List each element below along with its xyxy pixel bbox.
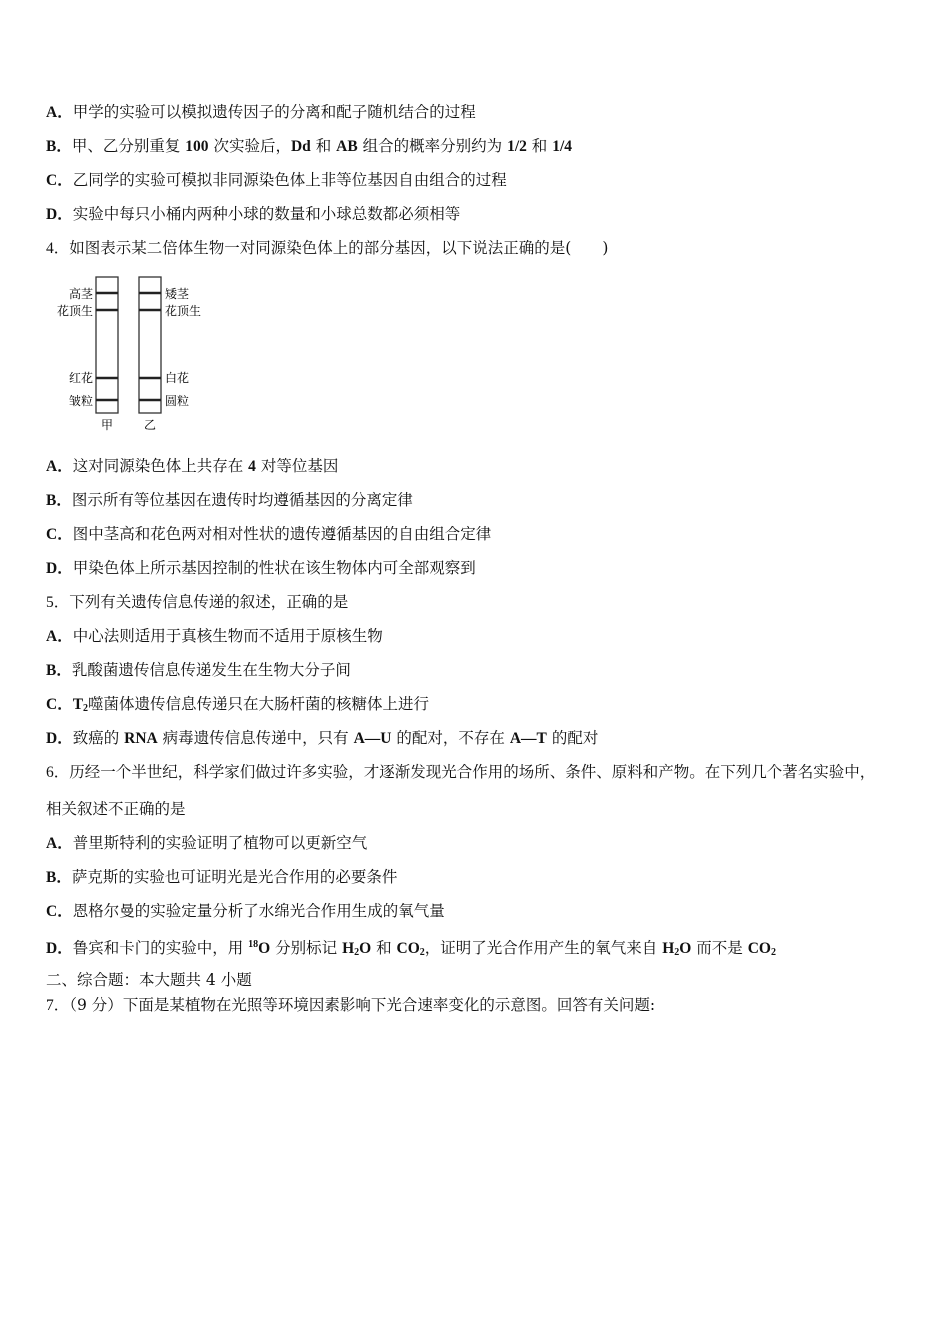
q6-option-b: B．萨克斯的实验也可证明光是光合作用的必要条件 [46,868,398,886]
q5-option-b: B．乳酸菌遗传信息传递发生在生物大分子间 [46,661,351,679]
q4-option-d: D．甲染色体上所示基因控制的性状在该生物体内可全部观察到 [46,559,476,577]
label-right-3: 白花 [165,371,190,385]
q4-stem: 4．如图表示某二倍体生物一对同源染色体上的部分基因，以下说法正确的是( ) [46,239,609,257]
q6-option-c: C．恩格尔曼的实验定量分析了水绵光合作用生成的氧气量 [46,902,445,920]
q3-option-c: C．乙同学的实验可模拟非同源染色体上非等位基因自由组合的过程 [46,171,507,189]
q5-option-a: A．中心法则适用于真核生物而不适用于原核生物 [46,627,383,645]
chromosome-figure [46,270,216,438]
label-right-2: 花顶生 [165,304,202,318]
q5-option-c: C．$T_2$噬菌体遗传信息传递只在大肠杆菌的核糖体上进行 [46,695,430,714]
section2-title: 二、综合题：本大题共 4 小题 [46,971,252,989]
q3-option-a: A．甲学的实验可以模拟遗传因子的分离和配子随机结合的过程 [46,103,476,121]
q6-option-d: D．鲁宾和卡门的实验中，用 $^{18}$O 分别标记 $H_2O$ 和 $CO_2$，证明了光合作用产生的氧气来自 $H_2O$ 而不是 $CO_2$ [46,939,776,958]
label-left-2: 花顶生 [56,304,93,318]
q3-option-b: B．甲、乙分别重复 100 次实验后，Dd 和 AB 组合的概率分别约为 1/2 和 1/4 [46,137,573,155]
q3-option-d: D．实验中每只小桶内两种小球的数量和小球总数都必须相等 [46,205,461,223]
label-left-4: 皱粒 [68,394,93,408]
q4-option-a: A．这对同源染色体上共存在 4 对等位基因 [46,457,339,475]
q4-option-b: B．图示所有等位基因在遗传时均遵循基因的分离定律 [46,491,413,509]
q6-stem-line2: 相关叙述不正确的是 [46,800,186,818]
label-yi: 乙 [143,418,157,432]
q4-option-c: C．图中茎高和花色两对相对性状的遗传遵循基因的自由组合定律 [46,525,492,543]
q7-stem: 7．（9 分）下面是某植物在光照等环境因素影响下光合速率变化的示意图。回答有关问题: [46,996,656,1014]
label-right-4: 圆粒 [165,394,190,408]
q6-option-a: A．普里斯特利的实验证明了植物可以更新空气 [46,834,368,852]
label-left-1: 高茎 [68,287,93,301]
label-right-1: 矮茎 [165,287,190,301]
q6-stem-line1: 6．历经一个半世纪，科学家们做过许多实验，才逐渐发现光合作用的场所、条件、原料和产物。在下列几个著名实验中， [46,763,876,781]
q5-option-d: D．致癌的 RNA 病毒遗传信息传递中，只有 A—U 的配对，不存在 A—T 的配对 [46,729,599,747]
q5-stem: 5．下列有关遗传信息传递的叙述，正确的是 [46,593,349,611]
chromosome-jia [96,277,118,413]
label-left-3: 红花 [68,371,93,385]
label-jia: 甲 [100,418,114,432]
chromosome-yi [139,277,161,413]
chromosome-diagram [46,270,216,438]
